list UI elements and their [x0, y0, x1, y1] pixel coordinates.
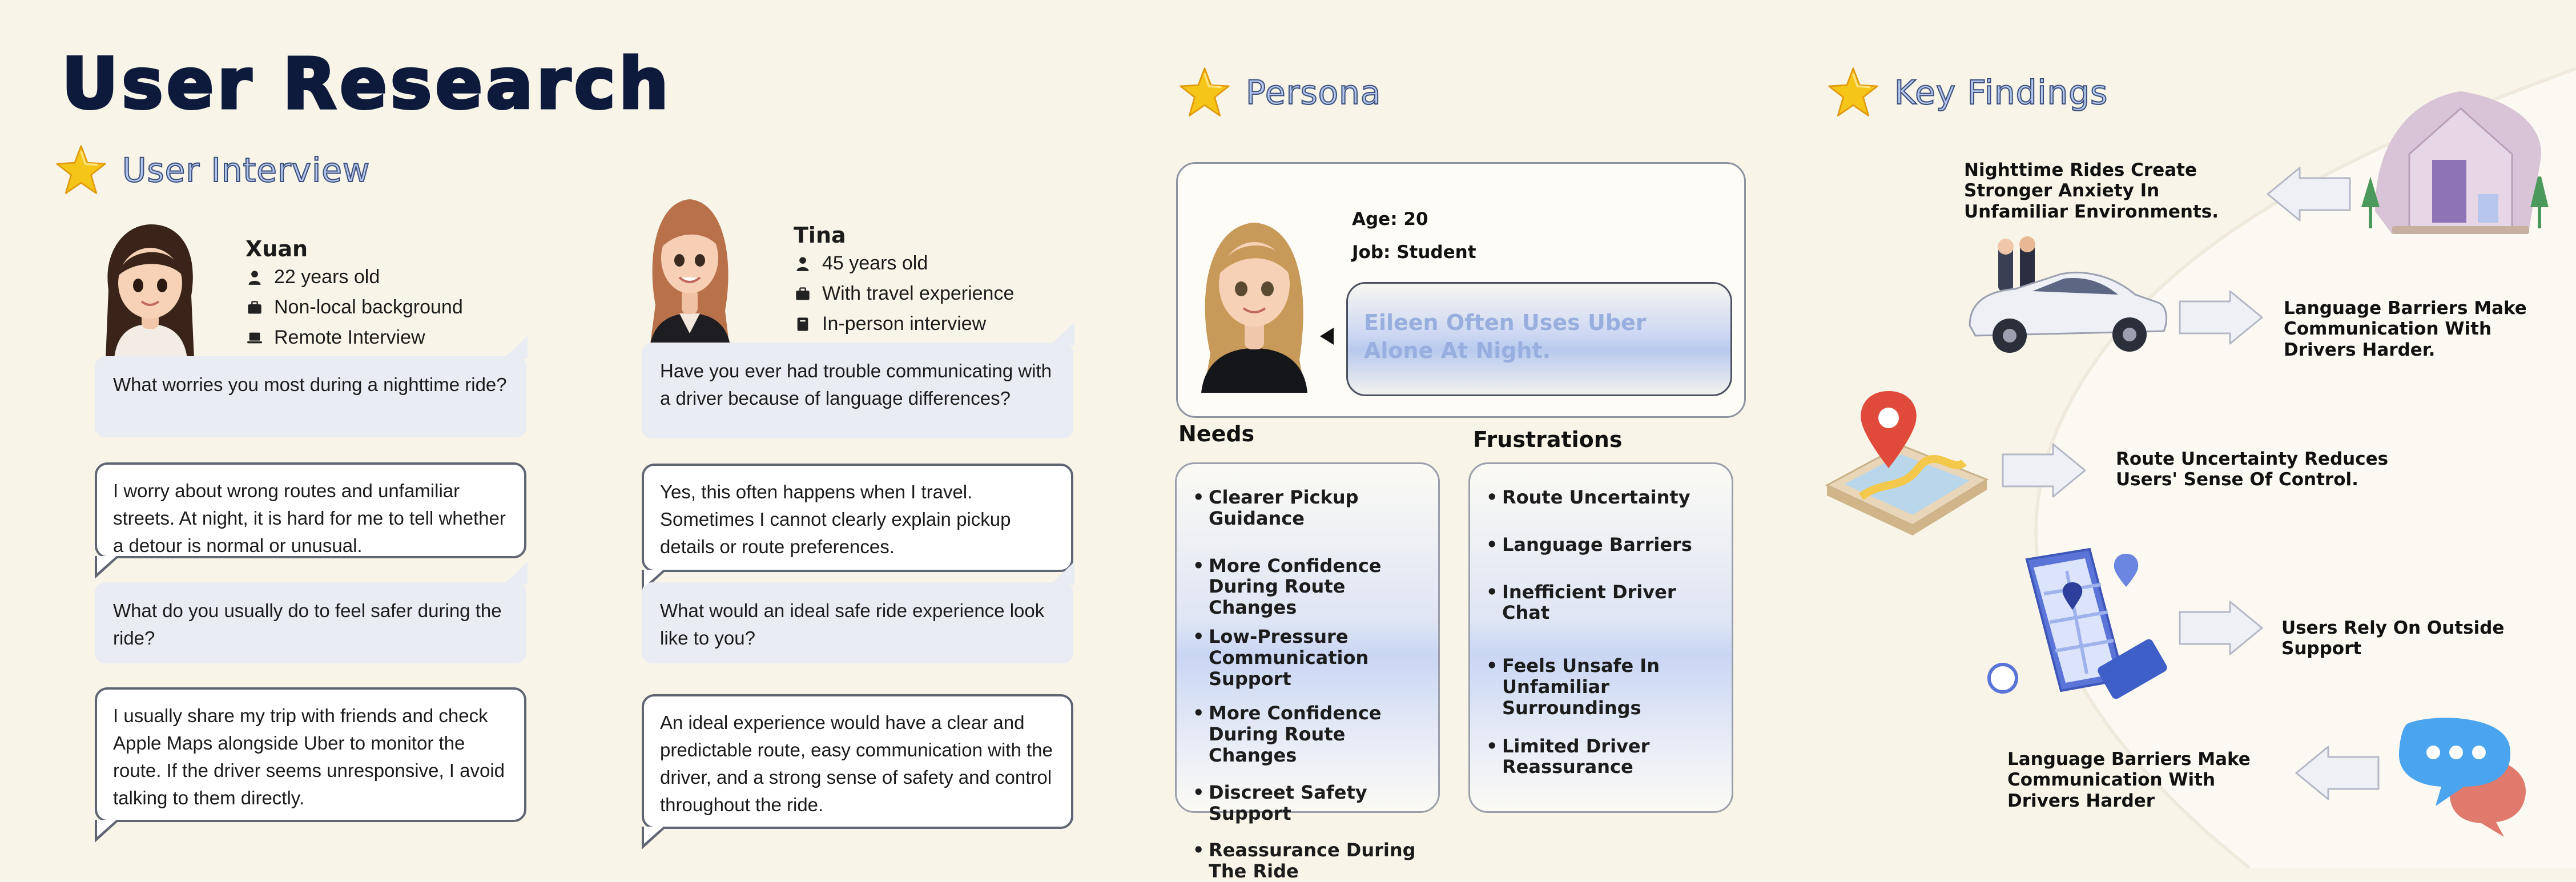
needs-title: Needs — [1178, 421, 1255, 446]
question-bubble: What would an ideal safe ride experience look like to you? — [642, 582, 1073, 663]
arrow-right-icon — [2002, 443, 2087, 498]
star-icon — [1178, 66, 1231, 119]
question-bubble: What worries you most during a nighttime ride? — [95, 356, 526, 437]
finding-item: Users Rely On Outside Support — [2281, 618, 2505, 659]
detail-age: 22 years old — [247, 266, 463, 288]
persona-avatar — [1193, 211, 1315, 393]
section-user-interview — [55, 144, 370, 196]
answer-bubble: An ideal experience would have a clear and predictable route, easy communication with the driver, and a strong sense of safety and control throughout the ride. — [642, 694, 1073, 829]
list-item: • Discreet Safety Support — [1192, 782, 1430, 824]
pointer-triangle-icon — [1320, 328, 1334, 345]
arrow-right-icon — [2179, 601, 2264, 655]
notebook-icon — [795, 316, 811, 332]
phone-map-icon — [1987, 548, 2175, 708]
person-icon — [795, 256, 811, 272]
briefcase-icon — [247, 300, 263, 316]
section-title: Key Findings — [1894, 73, 2108, 112]
car-with-people-icon — [1964, 240, 2170, 360]
list-item: • Clearer Pickup Guidance — [1192, 487, 1430, 529]
list-item: • Language Barriers — [1485, 534, 1724, 555]
chat-bubbles-icon — [2396, 712, 2533, 838]
arrow-left-icon — [2265, 167, 2351, 221]
frustrations-title: Frustrations — [1473, 427, 1623, 452]
answer-bubble: I worry about wrong routes and unfamiliar streets. At night, it is hard for me to tell whether a detour is normal or unusual. — [95, 462, 526, 558]
section-title: Persona — [1246, 73, 1382, 112]
detail-age: 45 years old — [795, 252, 1014, 275]
interviewee-details — [247, 266, 463, 349]
persona-job: Job: Student — [1352, 242, 1476, 263]
list-item: • Inefficient Driver Chat — [1485, 582, 1724, 624]
section-title: User Interview — [122, 151, 371, 190]
interviewee-details — [795, 252, 1014, 335]
finding-item: Language Barriers Make Communication With Drivers Harder — [2007, 749, 2251, 811]
list-item: • Low-Pressure Communication Support — [1192, 626, 1430, 689]
answer-bubble: Yes, this often happens when I travel. Sometimes I cannot clearly explain pickup details or route preferences. — [642, 464, 1073, 572]
map-location-icon — [1821, 382, 1993, 537]
needs-card — [1175, 462, 1440, 882]
finding-item: Nighttime Rides Create Stronger Anxiety In Unfamiliar Environments. — [1964, 160, 2219, 222]
star-icon — [55, 144, 107, 196]
detail-background: Non-local background — [247, 296, 463, 319]
arrow-right-icon — [2179, 290, 2264, 345]
frustrations-card — [1468, 462, 1733, 813]
tina-avatar — [644, 191, 735, 348]
laptop-icon — [247, 330, 263, 346]
question-bubble: Have you ever had trouble communicating with a driver because of language differences? — [642, 343, 1073, 438]
persona-age: Age: 20 — [1352, 209, 1428, 229]
arrow-left-icon — [2294, 746, 2380, 800]
list-item: • Reassurance During The Ride — [1192, 840, 1430, 882]
persona-quote: Eileen Often Uses Uber Alone At Night. — [1346, 282, 1732, 396]
answer-bubble: I usually share my trip with friends and check Apple Maps alongside Uber to monitor the route. If the driver seems unresponsive, I avoid talking to them directly. — [95, 687, 526, 822]
xuan-avatar — [97, 216, 203, 359]
star-icon — [1827, 66, 1879, 119]
detail-background: With travel experience — [795, 283, 1014, 305]
section-key-findings — [1827, 66, 2108, 119]
finding-item: Route Uncertainty Reduces Users' Sense Of Control. — [2116, 449, 2389, 490]
list-item: • More Confidence During Route Changes — [1192, 555, 1430, 618]
list-item: • Route Uncertainty — [1485, 487, 1724, 508]
question-bubble: What do you usually do to feel safer during the ride? — [95, 582, 526, 663]
house-icon — [2358, 86, 2552, 240]
briefcase-icon — [795, 286, 811, 302]
list-item: • More Confidence During Route Changes — [1192, 703, 1430, 766]
list-item: • Feels Unsafe In Unfamiliar Surroundings — [1485, 655, 1724, 718]
finding-item: Language Barriers Make Communication With Drivers Harder. — [2284, 298, 2527, 360]
section-persona — [1178, 66, 1381, 119]
person-icon — [247, 269, 263, 285]
page-title: User Research — [62, 43, 672, 124]
interviewee-name: Xuan — [245, 236, 308, 261]
detail-interview-type: In-person interview — [795, 313, 1014, 335]
list-item: • Limited Driver Reassurance — [1485, 736, 1724, 778]
detail-interview-type: Remote Interview — [247, 327, 463, 349]
interviewee-name: Tina — [794, 223, 846, 248]
